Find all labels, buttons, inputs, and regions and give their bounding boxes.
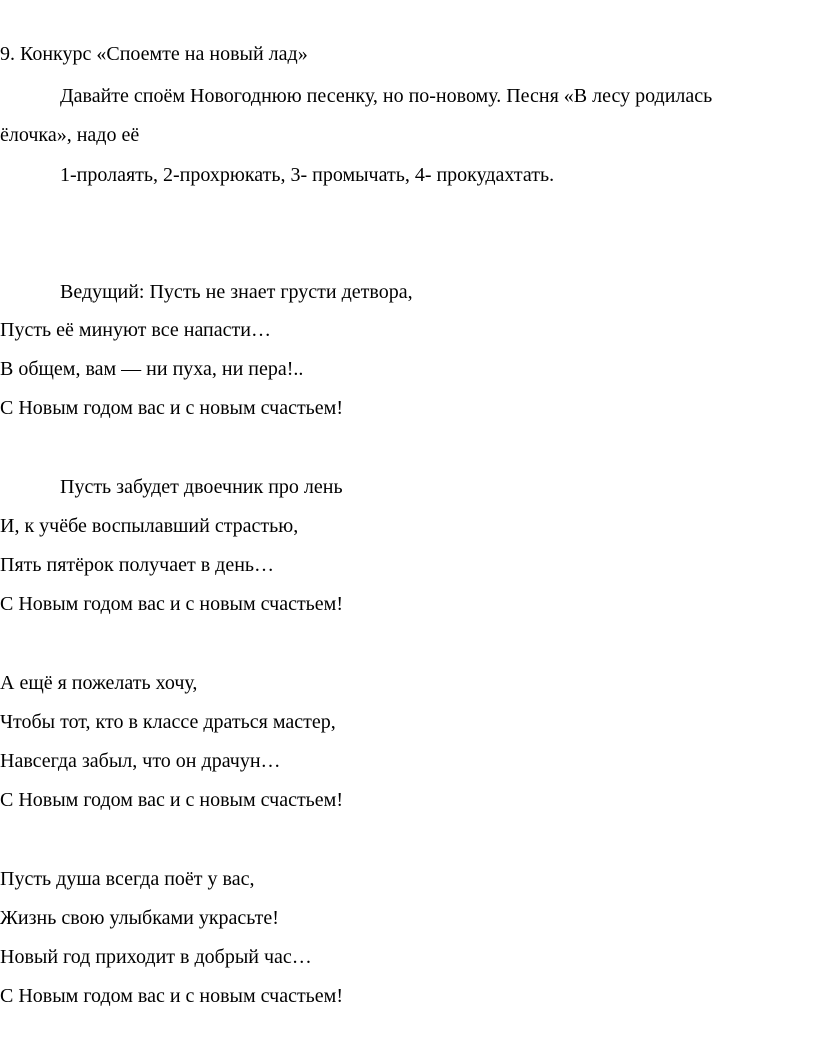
stanza-2-line-4: С Новым годом вас и с новым счастьем! bbox=[0, 593, 343, 615]
stanza-1-line-2: Пусть её минуют все напасти… bbox=[0, 319, 271, 341]
stanza-3-line-1: А ещё я пожелать хочу, bbox=[0, 672, 198, 694]
stanza-3-line-3: Навсегда забыл, что он драчун… bbox=[0, 750, 281, 772]
stanza-4-line-4: С Новым годом вас и с новым счастьем! bbox=[0, 985, 343, 1007]
contest-intro-line-1: Давайте споём Новогоднюю песенку, но по-новому. Песня «В лесу родилась bbox=[60, 85, 713, 107]
stanza-1-line-1: Ведущий: Пусть не знает грусти детвора, bbox=[60, 281, 413, 303]
contest-intro-line-2: ёлочка», надо её bbox=[0, 124, 140, 146]
stanza-2-line-1: Пусть забудет двоечник про лень bbox=[60, 476, 343, 498]
stanza-4-line-3: Новый год приходит в добрый час… bbox=[0, 946, 312, 968]
stanza-1-line-4: С Новым годом вас и с новым счастьем! bbox=[0, 397, 343, 419]
stanza-2-line-2: И, к учёбе воспылавший страстью, bbox=[0, 515, 299, 537]
stanza-3-line-2: Чтобы тот, кто в классе драться мастер, bbox=[0, 711, 336, 733]
stanza-3-line-4: С Новым годом вас и с новым счастьем! bbox=[0, 789, 343, 811]
stanza-4-line-2: Жизнь свою улыбками украсьте! bbox=[0, 907, 279, 929]
stanza-4-line-1: Пусть душа всегда поёт у вас, bbox=[0, 868, 255, 890]
contest-tasks: 1-пролаять, 2-прохрюкать, 3- промычать, 4- прокудахтать. bbox=[60, 164, 555, 186]
contest-heading: 9. Конкурс «Споемте на новый лад» bbox=[0, 43, 308, 65]
stanza-2-line-3: Пять пятёрок получает в день… bbox=[0, 554, 275, 576]
stanza-1-line-3: В общем, вам — ни пуха, ни пера!.. bbox=[0, 358, 304, 380]
